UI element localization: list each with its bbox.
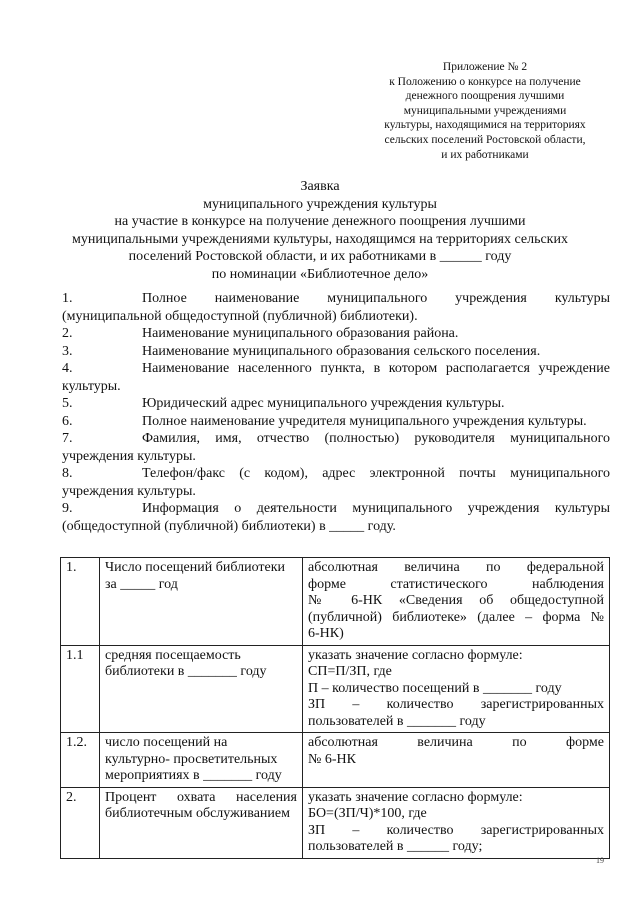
description-cell: [303, 787, 610, 858]
cell-line: пользователей в _______ году: [308, 713, 486, 729]
item-number: 6.: [62, 413, 73, 429]
cell-line: П – количество посещений в _______ году: [308, 680, 562, 696]
item-number: 4.: [62, 361, 73, 376]
cell-line: указать значение согласно формуле:: [308, 647, 523, 663]
cell-line: № 6-НК: [308, 751, 356, 767]
title-line: поселений Ростовской области, и их работниками в ______ году: [128, 249, 512, 264]
cell-line: (публичной) библиотеке» (далее – форма №: [308, 609, 604, 625]
description-cell: [303, 645, 610, 733]
title-line: Заявка: [300, 179, 340, 194]
cell-line: библиотечным обслуживанием: [105, 806, 290, 821]
list-item: [62, 413, 610, 431]
cell-line: абсолютная величина по форме: [308, 735, 604, 750]
list-item: [62, 395, 610, 413]
numbered-list: [62, 290, 610, 535]
cell-line: указать значение согласно формуле:: [308, 789, 523, 805]
item-number: 7.: [62, 431, 73, 446]
item-number: 5.: [62, 396, 73, 411]
description-cell: [303, 733, 610, 788]
table-row: [61, 787, 610, 858]
list-item: [62, 430, 610, 465]
item-number: 9.: [62, 501, 73, 516]
row-number: 2.: [61, 787, 100, 858]
item-text: Юридический адрес муниципального учреждения культуры.: [142, 396, 505, 411]
appendix-line: сельских поселений Ростовской области,: [384, 133, 586, 146]
title-line: муниципального учреждения культуры: [203, 196, 437, 212]
appendix-line: к Положению о конкурсе на получение: [389, 75, 581, 88]
indicator-cell: [100, 558, 303, 646]
row-number: 1.2.: [61, 733, 100, 788]
cell-line: библиотеки в _______ году: [105, 664, 267, 679]
table-row: [61, 645, 610, 733]
page-number: 19: [596, 856, 604, 865]
list-item: [62, 500, 610, 535]
cell-line: Число посещений библиотеки: [105, 560, 286, 575]
item-number: 2.: [62, 326, 73, 341]
cell-line: форме статистического наблюдения: [308, 576, 604, 592]
cell-line: число посещений на: [105, 735, 228, 750]
indicator-cell: [100, 645, 303, 733]
item-text: Полное наименование учредителя муниципального учреждения культуры.: [142, 413, 587, 429]
list-item: [62, 360, 610, 395]
title-line: муниципальными учреждениями культуры, находящимся на территориях сельских: [72, 231, 568, 247]
appendix-line: Приложение № 2: [442, 61, 528, 73]
list-item: [62, 465, 610, 500]
row-number: 1.1: [61, 645, 100, 733]
indicator-cell: [100, 733, 303, 788]
cell-line: абсолютная величина по федеральной: [308, 560, 604, 575]
row-number: 1.: [61, 558, 100, 646]
cell-line: мероприятиях в _______ году: [105, 768, 282, 783]
table-row: [61, 733, 610, 788]
cell-line: Процент охвата населения: [105, 789, 297, 805]
cell-line: № 6-НК «Сведения об общедоступной: [308, 593, 604, 608]
item-text: Наименование муниципального образования сельского поселения.: [142, 343, 541, 359]
title-line: на участие в конкурсе на получение денежного поощрения лучшими: [114, 214, 526, 229]
appendix-line: муниципальными учреждениями: [403, 104, 567, 117]
list-item: [62, 325, 610, 343]
item-text: Наименование населенного пункта, в котором располагается учреждение культуры.: [62, 361, 610, 394]
cell-line: средняя посещаемость: [105, 647, 241, 663]
cell-line: СП=П/ЗП, где: [308, 664, 392, 679]
appendix-header: [360, 60, 610, 162]
appendix-line: культуры, находящимися на территориях: [384, 119, 586, 132]
description-cell: [303, 558, 610, 646]
item-number: 8.: [62, 466, 73, 481]
item-number: 3.: [62, 343, 73, 359]
cell-line: БО=(ЗП/Ч)*100, где: [308, 806, 427, 821]
application-title: [40, 178, 600, 283]
list-item: [62, 290, 610, 325]
item-number: 1.: [62, 291, 73, 306]
item-text: Полное наименование муниципального учреждения культуры (муниципальной общедоступной (публичной) библиотеки).: [62, 291, 610, 324]
indicators-table: [60, 557, 610, 859]
cell-line: ЗП – количество зарегистрированных: [308, 822, 604, 838]
item-text: Фамилия, имя, отчество (полностью) руководителя муниципального учреждения культуры.: [62, 431, 610, 464]
item-text: Телефон/факс (с кодом), адрес электронной почты муниципального учреждения культуры.: [62, 466, 610, 499]
appendix-line: денежного поощрения лучшими: [405, 90, 565, 103]
item-text: Информация о деятельности муниципального учреждения культуры (общедоступной (публичной) библиотеки) в _____ году.: [62, 501, 610, 534]
cell-line: за _____ год: [105, 576, 178, 592]
list-item: [62, 343, 610, 361]
appendix-line: и их работниками: [441, 148, 529, 161]
cell-line: 6-НК): [308, 626, 344, 641]
table-row: [61, 558, 610, 646]
item-text: Наименование муниципального образования района.: [142, 326, 459, 341]
cell-line: культурно- просветительных: [105, 751, 278, 767]
cell-line: пользователей в ______ году;: [308, 839, 483, 854]
cell-line: ЗП – количество зарегистрированных: [308, 697, 604, 712]
title-line: по номинации «Библиотечное дело»: [211, 266, 429, 282]
indicator-cell: [100, 787, 303, 858]
